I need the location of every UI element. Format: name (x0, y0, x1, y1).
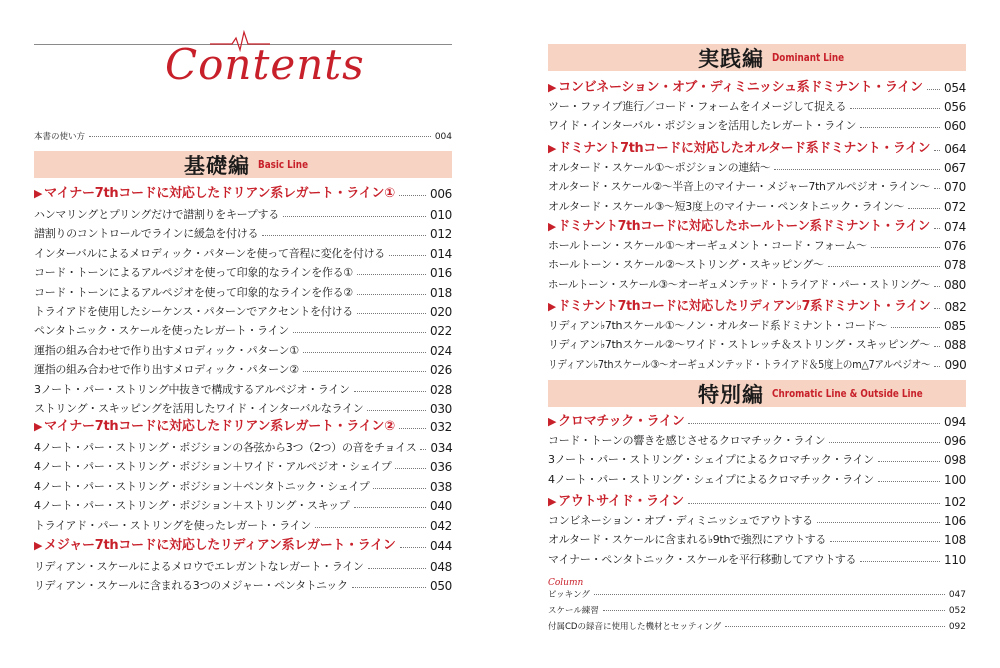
leader-dots (934, 308, 940, 309)
toc-entry-title (34, 225, 258, 241)
chapter-entry-title (548, 295, 930, 314)
toc-entry-page: 085 (943, 319, 966, 333)
leader-dots (354, 391, 426, 392)
toc-entry-text: オルタード・スケール①～ポジションの連結～ (548, 161, 771, 174)
toc-entry-title (34, 458, 391, 474)
toc-entry-text: 4ノート・パー・ストリング・ポジション＋ワイド・アルペジオ・シェイプ (34, 460, 392, 474)
toc-entry[interactable] (34, 435, 452, 455)
leader-dots (354, 507, 426, 508)
triangle-marker-icon: ▶ (34, 187, 43, 200)
leader-dots (850, 108, 940, 109)
chapter-entry-title (34, 415, 395, 434)
toc-entry[interactable] (548, 352, 966, 372)
toc-entry-page: 072 (943, 199, 966, 214)
chapter-entry[interactable] (548, 487, 966, 509)
toc-entry-title (34, 245, 385, 261)
section-band-basic-title: 基礎編 (184, 153, 250, 178)
toc-entry-page: 048 (429, 560, 452, 574)
toc-entry-text: オルタード・スケール②～半音上のマイナー・メジャー7thアルペジオ・ライン～ (548, 180, 930, 194)
toc-entry-page: 040 (429, 499, 452, 514)
toc-entry-page: 024 (429, 343, 452, 358)
toc-entry-page: 056 (943, 100, 966, 114)
toc-entry-page: 036 (429, 460, 452, 475)
how-to-use-entry-title (34, 130, 85, 142)
column-entry-text: スケール練習 (548, 606, 599, 616)
section-band-special-subtitle: Chromatic Line & Outside Line (772, 387, 923, 400)
toc-entry-title (548, 432, 825, 448)
toc-entry-text: 4ノート・パー・ストリング・シェイプによるクロマチック・ライン (548, 472, 874, 486)
toc-entry[interactable] (548, 155, 966, 175)
toc-entry-title (34, 478, 369, 494)
toc-entry-page: 012 (429, 227, 452, 242)
leader-dots (860, 127, 940, 128)
leader-dots (262, 235, 426, 236)
toc-entry[interactable] (548, 113, 966, 133)
toc-entry-text: 4ノート・パー・ストリング・ポジションの各弦から3つ（2つ）の音をチョイス (34, 441, 417, 454)
toc-entry[interactable] (34, 202, 452, 222)
chapter-entry-text: クロマチック・ライン (558, 414, 685, 429)
toc-entry-page: 026 (429, 363, 452, 378)
toc-entry-page: 010 (429, 208, 452, 222)
toc-entry-title (34, 284, 353, 300)
toc-entry-text: コード・トーンによるアルペジオを使って印象的なラインを作る① (34, 266, 353, 280)
toc-entry[interactable] (548, 94, 966, 114)
leader-dots (420, 449, 426, 450)
chapter-entry-text: アウトサイド・ライン (558, 494, 684, 509)
toc-entry-page: 022 (429, 324, 452, 339)
leader-dots (725, 626, 945, 627)
how-to-use-entry[interactable] (34, 128, 452, 142)
toc-entry[interactable] (548, 174, 966, 194)
toc-entry-text: 運指の組み合わせで作り出すメロディック・パターン② (34, 363, 299, 377)
leader-dots (891, 327, 940, 328)
toc-entry[interactable] (34, 241, 452, 261)
toc-entry-text: ペンタトニック・スケールを使ったレガート・ライン (34, 324, 289, 338)
leader-dots (774, 169, 940, 170)
chapter-entry-page: 094 (943, 415, 966, 429)
toc-entry[interactable] (34, 573, 452, 593)
toc-entry-page: 020 (429, 305, 452, 319)
toc-entry-page: 106 (943, 514, 966, 528)
toc-entry-title (548, 178, 930, 194)
toc-entry[interactable] (548, 252, 966, 272)
toc-entry-title (548, 512, 813, 528)
toc-entry[interactable] (34, 221, 452, 241)
toc-entry-title (548, 98, 846, 114)
toc-entry-text: コンビネーション・オブ・ディミニッシュでアウトする (548, 514, 813, 527)
leader-dots (934, 286, 940, 287)
column-entry-text: ピッキング (548, 590, 590, 600)
toc-entry[interactable] (34, 554, 452, 574)
how-to-use-entry-text: 本書の使い方 (34, 132, 86, 142)
leader-dots (934, 150, 940, 151)
leader-dots (908, 208, 940, 209)
toc-entry[interactable] (548, 272, 966, 292)
toc-entry-page: 042 (429, 518, 452, 533)
toc-entry[interactable] (548, 447, 966, 467)
toc-entry-text: 3ノート・パー・ストリング・シェイプによるクロマチック・ライン (548, 453, 874, 467)
chapter-entry-text: メジャー7thコードに対応したリディアン系レガート・ライン (44, 538, 396, 553)
leader-dots (688, 423, 940, 424)
leader-dots (830, 541, 940, 542)
leader-dots (828, 266, 940, 267)
chapter-entry-title (34, 182, 395, 201)
toc-entry-text: トライアド・パー・ストリングを使ったレガート・ライン (34, 518, 311, 532)
chapter-entry-text: ドミナント7thコードに対応したホールトーン系ドミナント・ライン (557, 219, 930, 234)
toc-entry-page: 060 (943, 119, 966, 134)
column-entry-title (548, 604, 599, 616)
leader-dots (860, 561, 940, 562)
toc-entry[interactable] (34, 357, 452, 377)
toc-entry-page: 014 (429, 246, 452, 261)
toc-entry-title (548, 276, 930, 292)
toc-entry-text: インターバルによるメロディック・パターンを使って音程に変化を付ける (34, 246, 386, 260)
toc-entry-text: リディアン・スケールによるメロウでエレガントなレガート・ライン (34, 560, 364, 573)
leader-dots (871, 247, 940, 248)
toc-entry-title (548, 451, 874, 467)
leader-dots (399, 428, 426, 429)
toc-entry-title (548, 159, 770, 175)
leader-dots (89, 136, 431, 137)
leader-dots (934, 228, 940, 229)
section-band-special (548, 380, 966, 407)
toc-entry-title (548, 471, 874, 487)
leader-dots (934, 188, 940, 189)
chapter-entry[interactable] (34, 179, 452, 201)
chapter-entry-title (548, 215, 930, 234)
leader-dots (357, 313, 426, 314)
toc-entry-text: ツー・ファイブ進行／コード・フォームをイメージして捉える (548, 100, 847, 113)
toc-entry-text: コード・トーンによるアルペジオを使って印象的なラインを作る② (34, 285, 353, 299)
toc-entry[interactable] (548, 332, 966, 352)
triangle-marker-icon: ▶ (34, 539, 43, 552)
toc-entry-text: 3ノート・パー・ストリング中抜きで構成するアルペジオ・ライン (34, 382, 350, 396)
contents-title: Contents (165, 40, 365, 89)
toc-entry-text: ホールトーン・スケール③～オーギュメンテッド・トライアド・パー・ストリング～ (548, 277, 930, 291)
toc-entry-title (548, 317, 887, 333)
section-band-basic-subtitle: Basic Line (258, 158, 309, 171)
toc-entry-text: ワイド・インターバル・ポジションを活用したレガート・ライン (548, 119, 857, 133)
chapter-entry-text: マイナー7thコードに対応したドリアン系レガート・ライン② (44, 419, 395, 434)
toc-entry-text: 運指の組み合わせで作り出すメロディック・パターン① (34, 343, 299, 357)
column-entry-page: 092 (948, 622, 966, 632)
toc-entry[interactable] (34, 299, 452, 319)
chapter-entry-text: マイナー7thコードに対応したドリアン系レガート・ライン① (44, 186, 395, 201)
toc-entry-page: 090 (944, 357, 967, 372)
leader-dots (688, 503, 940, 504)
toc-entry-page: 078 (943, 258, 966, 273)
toc-entry-page: 050 (429, 579, 452, 594)
toc-entry-text: リディアン♭7thスケール③～オーギュメンテッド・トライアド＆5度上のm△7アルペジオ～ (548, 357, 931, 371)
column-entry-text: 付属CDの録音に使用した機材とセッティング (548, 622, 722, 632)
chapter-entry-page: 074 (943, 220, 966, 234)
section-band-practice-subtitle: Dominant Line (772, 51, 845, 64)
toc-entry[interactable] (34, 318, 452, 338)
column-entry[interactable] (548, 586, 966, 600)
column-entry[interactable] (548, 618, 966, 632)
triangle-marker-icon: ▶ (548, 220, 556, 233)
toc-entry-page: 100 (943, 472, 966, 487)
toc-entry-page: 018 (429, 285, 452, 300)
chapter-entry-title (548, 76, 923, 95)
toc-entry-title (34, 264, 353, 280)
column-entry[interactable] (548, 602, 966, 616)
toc-entry[interactable] (34, 338, 452, 358)
toc-entry[interactable] (34, 377, 452, 397)
toc-entry-page: 038 (429, 479, 452, 494)
toc-entry-page: 016 (429, 266, 452, 281)
chapter-entry-text: コンビネーション・オブ・ディミニッシュ系ドミナント・ライン (558, 80, 923, 95)
triangle-marker-icon: ▶ (548, 142, 557, 155)
toc-entry-page: 096 (943, 434, 966, 448)
toc-entry-text: コード・トーンの響きを感じさせるクロマチック・ライン (548, 434, 826, 447)
toc-entry-page: 034 (430, 441, 453, 455)
toc-entry-title (548, 256, 824, 272)
leader-dots (303, 371, 426, 372)
chapter-entry-title (548, 137, 930, 156)
chapter-entry-page: 102 (943, 495, 966, 509)
triangle-marker-icon: ▶ (548, 81, 557, 94)
toc-entry[interactable] (548, 194, 966, 214)
toc-entry-title (548, 336, 930, 352)
triangle-marker-icon: ▶ (34, 420, 43, 433)
leader-dots (395, 468, 426, 469)
toc-entry-text: オルタード・スケールに含まれる♭9thで強烈にアウトする (548, 533, 827, 547)
toc-entry[interactable] (34, 280, 452, 300)
leader-dots (934, 366, 940, 367)
leader-dots (367, 410, 426, 411)
chapter-entry-page: 054 (943, 81, 966, 95)
leader-dots (357, 274, 426, 275)
leader-dots (927, 89, 940, 90)
toc-entry-title (34, 361, 299, 377)
toc-entry-title (34, 322, 289, 338)
leader-dots (817, 522, 940, 523)
column-entry-title (548, 588, 590, 600)
chapter-entry[interactable] (548, 292, 966, 314)
how-to-use-entry-page: 004 (434, 132, 452, 142)
toc-entry-page: 067 (943, 161, 966, 175)
toc-entry-page: 110 (943, 552, 966, 567)
toc-entry[interactable] (548, 527, 966, 547)
chapter-entry[interactable] (548, 73, 966, 95)
chapter-entry-text: ドミナント7thコードに対応したオルタード系ドミナント・ライン (558, 141, 931, 156)
toc-entry[interactable] (548, 547, 966, 567)
chapter-entry-page: 044 (429, 539, 452, 553)
toc-entry-title (34, 577, 348, 593)
section-band-special-title: 特別編 (698, 382, 764, 407)
chapter-entry[interactable] (548, 134, 966, 156)
toc-entry-text: 4ノート・パー・ストリング・ポジション＋ストリング・スキップ (34, 499, 350, 513)
toc-entry-page: 098 (943, 453, 966, 468)
toc-entry-page: 030 (429, 402, 452, 416)
toc-entry[interactable] (34, 493, 452, 513)
leader-dots (603, 610, 945, 611)
leader-dots (878, 481, 940, 482)
toc-entry-text: リディアン♭7thスケール②～ワイド・ストレッチ＆ストリング・スキッピング～ (548, 338, 931, 352)
chapter-entry[interactable] (34, 412, 452, 434)
toc-entry-text: リディアン・スケールに含まれる3つのメジャー・ペンタトニック (34, 579, 348, 593)
chapter-entry-page: 064 (944, 142, 967, 156)
chapter-entry-title (34, 534, 396, 553)
toc-entry-text: ストリング・スキッピングを活用したワイド・インターバルなライン (34, 402, 364, 415)
triangle-marker-icon: ▶ (548, 300, 556, 313)
toc-entry-title (34, 206, 279, 222)
chapter-entry[interactable] (548, 407, 966, 429)
toc-entry-text: ホールトーン・スケール②～ストリング・スキッピング～ (548, 258, 824, 272)
triangle-marker-icon: ▶ (548, 495, 557, 508)
chapter-entry-page: 082 (944, 300, 967, 314)
toc-entry-text: 譜割りのコントロールでラインに緩急を付ける (34, 227, 259, 241)
toc-entry-title (548, 237, 867, 253)
toc-entry-page: 108 (943, 533, 966, 548)
section-band-basic (34, 151, 452, 178)
column-entry-page: 052 (948, 606, 966, 616)
toc-entry-title (34, 381, 350, 397)
chapter-entry-page: 032 (429, 420, 452, 434)
leader-dots (293, 332, 426, 333)
toc-entry-title (548, 117, 856, 133)
toc-entry[interactable] (548, 313, 966, 333)
column-entry-title (548, 620, 721, 632)
toc-entry-page: 028 (429, 382, 452, 397)
toc-entry-page: 070 (943, 180, 966, 195)
column-label: Column (548, 578, 584, 588)
toc-entry-page: 076 (943, 239, 966, 253)
toc-entry[interactable] (34, 474, 452, 494)
toc-entry[interactable] (548, 428, 966, 448)
leader-dots (594, 594, 945, 595)
toc-entry-title (548, 531, 826, 547)
leader-dots (829, 442, 940, 443)
toc-entry[interactable] (548, 508, 966, 528)
toc-entry[interactable] (548, 233, 966, 253)
triangle-marker-icon: ▶ (548, 415, 557, 428)
leader-dots (399, 195, 426, 196)
toc-entry-text: マイナー・ペンタトニック・スケールを平行移動してアウトする (548, 552, 857, 566)
leader-dots (373, 488, 426, 489)
column-entry-page: 047 (948, 590, 966, 600)
toc-entry-text: ハンマリングとプリングだけで譜割りをキープする (34, 208, 279, 221)
toc-entry[interactable] (34, 454, 452, 474)
chapter-entry-title (548, 410, 684, 429)
leader-dots (400, 547, 426, 548)
toc-entry[interactable] (34, 260, 452, 280)
toc-entry-text: ホールトーン・スケール①～オーギュメント・コード・フォーム～ (548, 239, 867, 252)
chapter-entry[interactable] (34, 531, 452, 553)
leader-dots (934, 346, 940, 347)
toc-entry-title (34, 558, 364, 574)
leader-dots (357, 294, 426, 295)
section-band-practice (548, 44, 966, 71)
toc-entry-title (34, 439, 416, 455)
section-band-practice-title: 実践編 (698, 46, 764, 71)
toc-entry-text: トライアドを使用したシーケンス・パターンでアクセントを付ける (34, 305, 353, 318)
toc-entry-text: 4ノート・パー・ストリング・ポジション＋ペンタトニック・シェイプ (34, 479, 370, 493)
toc-entry-page: 088 (944, 338, 967, 353)
toc-entry-title (34, 497, 350, 513)
toc-entry-page: 080 (943, 277, 966, 292)
toc-entry-title (548, 551, 856, 567)
leader-dots (303, 352, 426, 353)
leader-dots (878, 461, 940, 462)
leader-dots (283, 216, 426, 217)
toc-entry-title (34, 342, 299, 358)
toc-entry[interactable] (548, 467, 966, 487)
leader-dots (389, 255, 426, 256)
leader-dots (368, 568, 426, 569)
toc-entry-title (548, 356, 930, 372)
chapter-entry-text: ドミナント7thコードに対応したリディアン♭7系ドミナント・ライン (557, 299, 931, 314)
chapter-entry-title (548, 490, 684, 509)
toc-entry[interactable] (34, 513, 452, 533)
leader-dots (352, 587, 426, 588)
leader-dots (315, 527, 426, 528)
toc-entry-text: オルタード・スケール③～短3度上のマイナー・ペンタトニック・ライン～ (548, 199, 905, 213)
chapter-entry[interactable] (548, 212, 966, 234)
chapter-entry-page: 006 (429, 187, 452, 201)
toc-entry-title (34, 303, 353, 319)
toc-entry-text: リディアン♭7thスケール①～ノン・オルタード系ドミナント・コード～ (548, 319, 887, 332)
